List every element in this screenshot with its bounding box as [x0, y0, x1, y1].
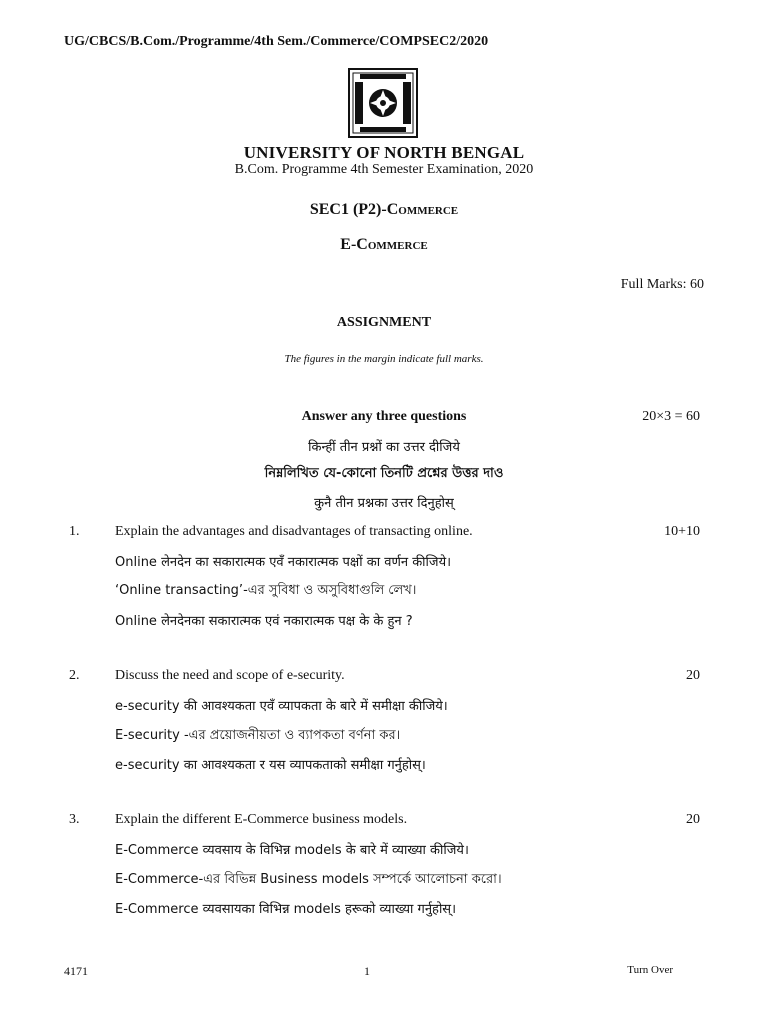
margin-note: The figures in the margin indicate full marks.	[284, 353, 484, 365]
question-marks: 10+10	[664, 524, 700, 539]
subject-title: E-Commerce	[340, 236, 428, 253]
question-nepali: E-Commerce व्यवसायका विभिन्न models हरूको व्याख्या गर्नुहोस्।	[115, 902, 457, 917]
question-nepali: Online लेनदेनका सकारात्मक एवं नकारात्मक पक्ष के के हुन ?	[115, 614, 413, 629]
university-name: UNIVERSITY OF NORTH BENGAL	[243, 143, 525, 162]
question-number: 1.	[69, 524, 80, 539]
question-nepali: e-security का आवश्यकता र यस व्यापकताको समीक्षा गर्नुहोस्।	[115, 758, 426, 773]
footer-paper-code: 4171	[64, 964, 88, 978]
question-hindi: E-Commerce व्यवसाय के विभिन्न models के बारे में व्याख्या कीजिये।	[115, 843, 469, 858]
turn-over-label: Turn Over	[627, 964, 673, 976]
instruction-hindi: किन्हीं तीन प्रश्नों का उत्तर दीजिये	[308, 440, 460, 455]
question-number: 3.	[69, 812, 80, 827]
question-text: Discuss the need and scope of e-security.	[115, 668, 345, 683]
question-hindi: e-security की आवश्यकता एवँ व्यापकता के बारे में समीक्षा कीजिये।	[115, 699, 448, 714]
question-bengali: E-security -এর প্রয়োজনীয়তা ও ব্যাপকতা বর্ণনা কর।	[115, 728, 401, 743]
instruction-english: Answer any three questions	[301, 409, 467, 424]
question-marks: 20	[686, 668, 700, 683]
examination-title: B.Com. Programme 4th Semester Examination, 2020	[234, 162, 534, 177]
question-hindi: Online लेनदेन का सकारात्मक एवँ नकारात्मक पक्षों का वर्णन कीजिये।	[115, 555, 452, 570]
paper-code-header: UG/CBCS/B.Com./Programme/4th Sem./Commerce/COMPSEC2/2020	[64, 34, 489, 49]
question-bengali: E-Commerce-এর বিভিন্ন Business models সম্পর্কে আলোচনা করো।	[115, 872, 502, 887]
instruction-nepali: कुनै तीन प्रश्नका उत्तर दिनुहोस्	[314, 496, 454, 511]
question-number: 2.	[69, 668, 80, 683]
question-marks: 20	[686, 812, 700, 827]
instruction-bengali: নিম্নলিখিত যে-কোনো তিনটি প্রশ্নের উত্তর দাও	[264, 466, 504, 481]
paper-title: SEC1 (P2)-Commerce	[309, 201, 459, 218]
instruction-marks: 20×3 = 60	[642, 409, 700, 424]
university-emblem-logo	[348, 68, 418, 138]
question-bengali: ‘Online transacting’-এর সুবিধা ও অসুবিধাগুলি লেখ।	[115, 583, 417, 598]
question-text: Explain the advantages and disadvantages of transacting online.	[115, 524, 473, 539]
full-marks: Full Marks: 60	[620, 277, 704, 292]
page-number: 1	[364, 964, 370, 978]
question-text: Explain the different E-Commerce business models.	[115, 812, 408, 827]
section-title: ASSIGNMENT	[336, 315, 432, 330]
